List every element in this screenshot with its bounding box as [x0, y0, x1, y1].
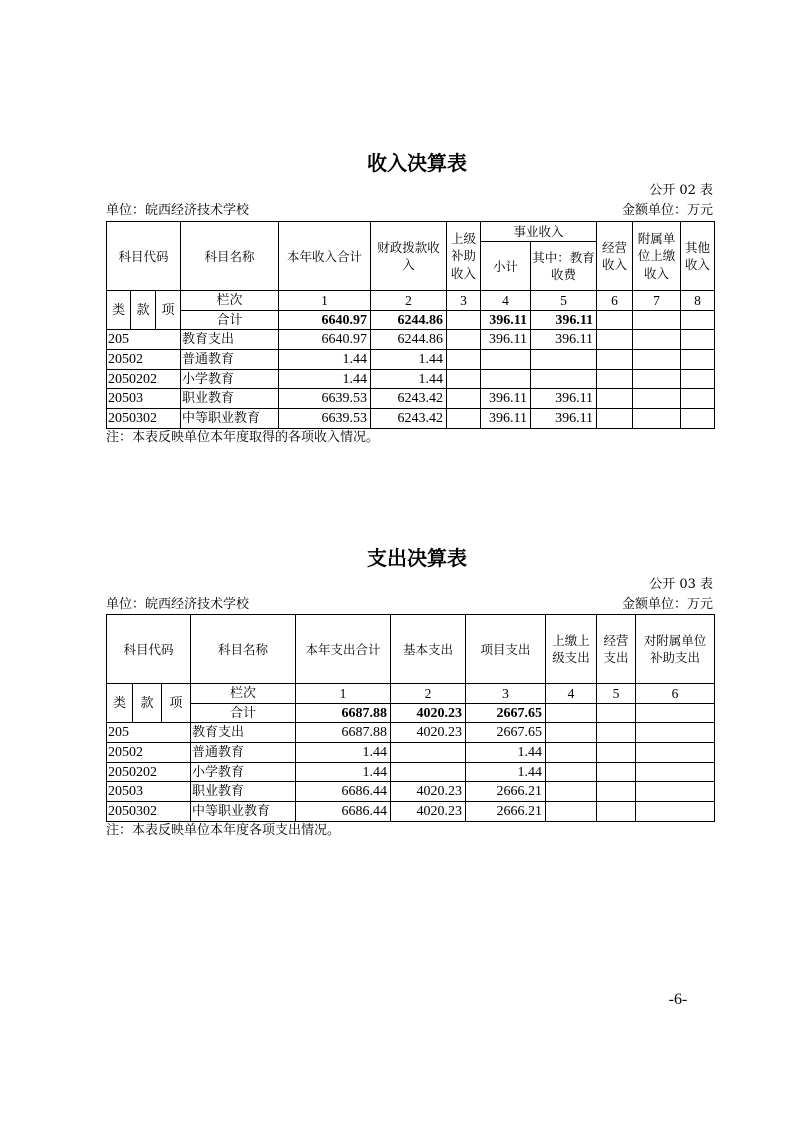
expense-amount-unit-label: 金额单位：万元: [621, 597, 713, 612]
table-cell-amount: [597, 763, 636, 782]
table-cell-amount: [636, 763, 715, 782]
table-cell-name: 中等职业教育: [191, 802, 296, 822]
table-cell-amount: [597, 409, 633, 429]
table-cell-amount: 1.44: [371, 350, 447, 370]
table-cell-amount: 396.11: [531, 330, 597, 350]
table-cell-code: 2050302: [107, 409, 181, 429]
table-cell-amount: 4020.23: [391, 782, 466, 802]
table-row: [107, 330, 715, 350]
header-subject-name: 科目名称: [191, 615, 296, 684]
column-number: 5: [531, 291, 597, 311]
table-cell-amount: 6640.97: [279, 311, 371, 330]
table-cell-code: 205: [107, 723, 191, 743]
expense-title: 支出决算表: [367, 546, 467, 570]
header-business-income: 事业收入: [481, 222, 597, 242]
column-number: 3: [466, 684, 546, 704]
table-cell-amount: [447, 311, 481, 330]
table-cell-amount: [681, 409, 715, 429]
table-row: [107, 370, 715, 389]
table-cell-amount: 396.11: [531, 389, 597, 409]
table-cell-code: 20503: [107, 782, 191, 802]
table-cell-amount: [546, 782, 597, 802]
table-cell-name: 小学教育: [191, 763, 296, 782]
header-subject-name: 科目名称: [181, 222, 279, 291]
table-cell-amount: 4020.23: [391, 723, 466, 743]
table-cell-amount: 6640.97: [279, 330, 371, 350]
income-note: 注：本表反映单位本年度取得的各项收入情况。: [106, 430, 380, 445]
table-cell-amount: [531, 350, 597, 370]
expense-form-number: 公开 03 表: [649, 577, 713, 592]
table-cell-amount: 6687.88: [296, 723, 391, 743]
table-row: [107, 743, 715, 763]
table-row: [107, 763, 715, 782]
table-cell-amount: [681, 370, 715, 389]
table-cell-amount: [636, 782, 715, 802]
table-cell-amount: 4020.23: [391, 802, 466, 822]
header-item: 项: [156, 291, 181, 330]
table-cell-amount: [633, 330, 681, 350]
table-cell-amount: [597, 802, 636, 822]
table-cell-amount: [546, 763, 597, 782]
table-cell-amount: 4020.23: [391, 704, 466, 723]
header-subject-code: 科目代码: [107, 615, 191, 684]
total-row-label: 合计: [191, 704, 296, 723]
table-cell-amount: 2666.21: [466, 782, 546, 802]
table-cell-amount: [546, 802, 597, 822]
column-number-label: 栏次: [181, 291, 279, 311]
table-cell-amount: [633, 370, 681, 389]
table-cell-amount: 6243.42: [371, 409, 447, 429]
header-row: [107, 222, 715, 242]
header-annual-expense-total: 本年支出合计: [296, 615, 391, 684]
table-cell-amount: [391, 763, 466, 782]
column-number: 2: [371, 291, 447, 311]
table-cell-amount: 6686.44: [296, 802, 391, 822]
table-cell-amount: [481, 350, 531, 370]
expense-unit-label: 单位：皖西经济技术学校: [106, 597, 250, 612]
table-cell-name: 中等职业教育: [181, 409, 279, 429]
header-project-expense: 项目支出: [466, 615, 546, 684]
header-section: 款: [131, 291, 156, 330]
table-cell-amount: 396.11: [531, 311, 597, 330]
header-class: 类: [107, 684, 133, 723]
table-cell-amount: [546, 704, 597, 723]
table-cell-name: 教育支出: [181, 330, 279, 350]
table-cell-name: 教育支出: [191, 723, 296, 743]
header-other-income: 其他 收入: [681, 222, 715, 291]
table-cell-amount: [633, 311, 681, 330]
header-business-subtotal: 小计: [481, 242, 531, 291]
table-cell-code: 20502: [107, 743, 191, 763]
column-number: 4: [546, 684, 597, 704]
table-cell-amount: 6687.88: [296, 704, 391, 723]
column-number: 1: [279, 291, 371, 311]
table-cell-code: 205: [107, 330, 181, 350]
table-cell-amount: [633, 409, 681, 429]
table-row: [107, 802, 715, 822]
column-number-label: 栏次: [191, 684, 296, 704]
table-cell-amount: 1.44: [296, 743, 391, 763]
table-cell-name: 普通教育: [191, 743, 296, 763]
table-cell-amount: 6686.44: [296, 782, 391, 802]
table-cell-code: 2050202: [107, 763, 191, 782]
table-cell-amount: [531, 370, 597, 389]
table-cell-amount: [597, 704, 636, 723]
total-row: [107, 704, 715, 723]
table-cell-code: 2050302: [107, 802, 191, 822]
header-superior-subsidy-income: 上级 补助 收入: [447, 222, 481, 291]
table-cell-amount: 396.11: [481, 389, 531, 409]
table-cell-amount: [633, 389, 681, 409]
header-operating-expense: 经营 支出: [597, 615, 636, 684]
column-number: 2: [391, 684, 466, 704]
table-cell-amount: 1.44: [296, 763, 391, 782]
table-cell-amount: 2667.65: [466, 704, 546, 723]
total-row: [107, 311, 715, 330]
table-cell-amount: [681, 311, 715, 330]
column-number: 5: [597, 684, 636, 704]
column-number-row: [107, 291, 715, 311]
table-cell-code: 2050202: [107, 370, 181, 389]
table-cell-amount: [633, 350, 681, 370]
table-cell-amount: [447, 350, 481, 370]
income-table: [106, 221, 715, 429]
header-row: [107, 615, 715, 684]
header-affiliated-remittance-income: 附属单 位上缴 收入: [633, 222, 681, 291]
table-cell-name: 普通教育: [181, 350, 279, 370]
expense-table: [106, 614, 715, 822]
header-business-tuition: 其中：教育 收费: [531, 242, 597, 291]
table-cell-code: 20503: [107, 389, 181, 409]
table-cell-amount: [447, 370, 481, 389]
column-number: 8: [681, 291, 715, 311]
table-cell-amount: [681, 350, 715, 370]
table-cell-amount: 1.44: [466, 743, 546, 763]
table-cell-amount: 396.11: [531, 409, 597, 429]
table-row: [107, 723, 715, 743]
table-cell-amount: [681, 389, 715, 409]
table-row: [107, 350, 715, 370]
header-operating-income: 经营 收入: [597, 222, 633, 291]
table-cell-amount: [597, 370, 633, 389]
table-cell-name: 小学教育: [181, 370, 279, 389]
table-cell-amount: [391, 743, 466, 763]
table-cell-amount: [636, 743, 715, 763]
table-cell-amount: 6244.86: [371, 330, 447, 350]
table-cell-amount: [447, 389, 481, 409]
column-number: 6: [636, 684, 715, 704]
table-cell-amount: [546, 743, 597, 763]
table-cell-amount: [597, 311, 633, 330]
header-remit-superior-expense: 上缴上 级支出: [546, 615, 597, 684]
total-row-label: 合计: [181, 311, 279, 330]
income-form-number: 公开 02 表: [649, 183, 713, 198]
table-cell-amount: 2666.21: [466, 802, 546, 822]
table-cell-amount: [447, 409, 481, 429]
table-cell-amount: [636, 723, 715, 743]
table-row: [107, 782, 715, 802]
column-number: 3: [447, 291, 481, 311]
header-affiliated-subsidy-expense: 对附属单位 补助支出: [636, 615, 715, 684]
table-cell-amount: 6639.53: [279, 389, 371, 409]
header-basic-expense: 基本支出: [391, 615, 466, 684]
column-number: 7: [633, 291, 681, 311]
header-subject-code: 科目代码: [107, 222, 181, 291]
table-cell-name: 职业教育: [191, 782, 296, 802]
table-cell-amount: [597, 330, 633, 350]
table-cell-amount: [636, 704, 715, 723]
table-cell-amount: 1.44: [279, 350, 371, 370]
table-cell-amount: 6243.42: [371, 389, 447, 409]
table-cell-amount: [597, 743, 636, 763]
table-cell-amount: [481, 370, 531, 389]
header-annual-income-total: 本年收入合计: [279, 222, 371, 291]
page-number: -6-: [668, 991, 688, 1008]
table-cell-amount: 2667.65: [466, 723, 546, 743]
table-cell-amount: [447, 330, 481, 350]
income-unit-label: 单位：皖西经济技术学校: [106, 203, 250, 218]
table-cell-amount: [681, 330, 715, 350]
table-cell-amount: 1.44: [466, 763, 546, 782]
table-cell-amount: 6639.53: [279, 409, 371, 429]
table-cell-amount: 396.11: [481, 330, 531, 350]
table-row: [107, 389, 715, 409]
table-cell-amount: [546, 723, 597, 743]
column-number: 6: [597, 291, 633, 311]
column-number-row: [107, 684, 715, 704]
table-row: [107, 409, 715, 429]
table-cell-amount: 6244.86: [371, 311, 447, 330]
income-amount-unit-label: 金额单位：万元: [621, 203, 713, 218]
table-cell-amount: 1.44: [371, 370, 447, 389]
column-number: 1: [296, 684, 391, 704]
table-cell-amount: 396.11: [481, 311, 531, 330]
header-item: 项: [162, 684, 191, 723]
header-class: 类: [107, 291, 131, 330]
table-cell-amount: [636, 802, 715, 822]
table-cell-code: 20502: [107, 350, 181, 370]
table-cell-amount: 396.11: [481, 409, 531, 429]
table-cell-amount: 1.44: [279, 370, 371, 389]
header-fiscal-appropriation-income: 财政拨款收 入: [371, 222, 447, 291]
table-cell-amount: [597, 723, 636, 743]
column-number: 4: [481, 291, 531, 311]
expense-note: 注：本表反映单位本年度各项支出情况。: [106, 823, 341, 838]
income-title: 收入决算表: [367, 151, 467, 175]
table-cell-amount: [597, 782, 636, 802]
header-section: 款: [133, 684, 162, 723]
table-cell-amount: [597, 389, 633, 409]
table-cell-name: 职业教育: [181, 389, 279, 409]
table-cell-amount: [597, 350, 633, 370]
